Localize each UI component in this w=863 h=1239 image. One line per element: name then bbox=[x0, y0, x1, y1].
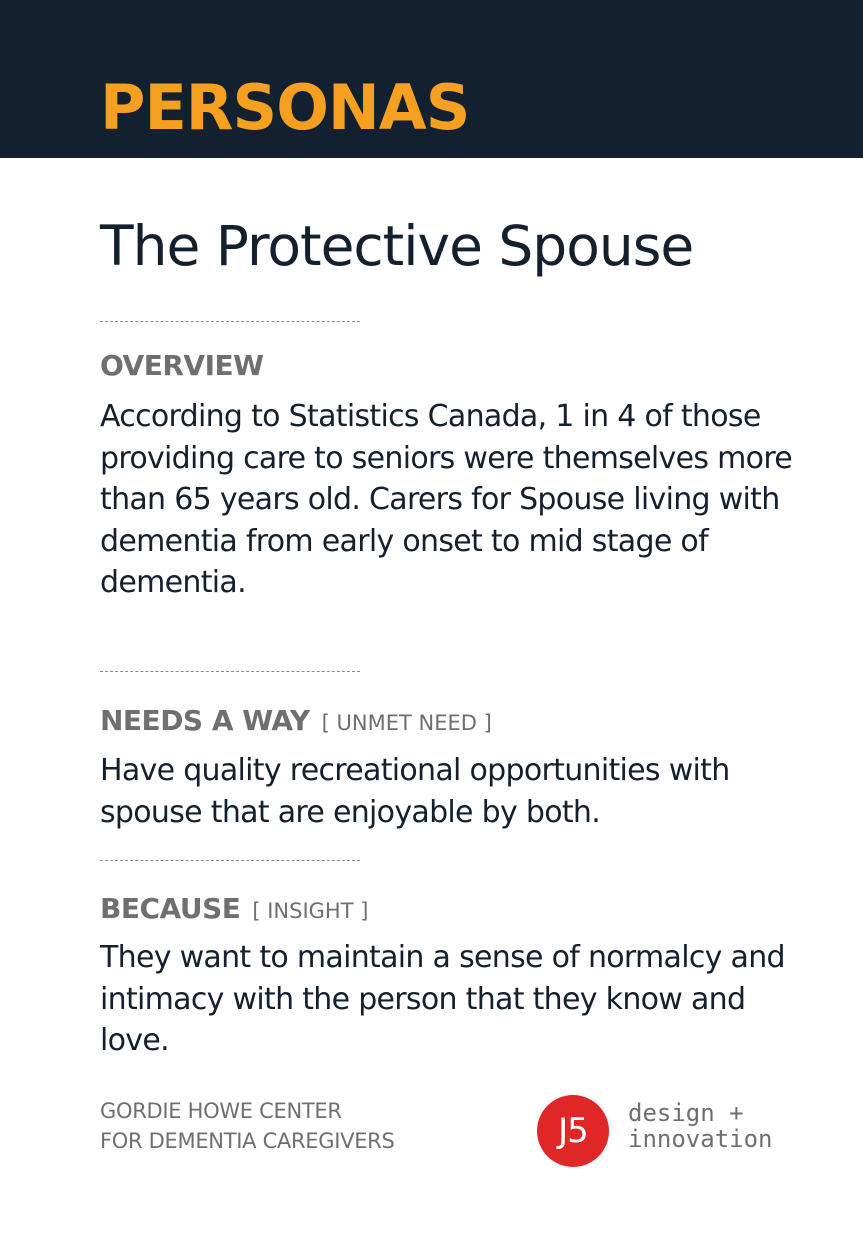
because-body: They want to maintain a sense of normalcy and intimacy with the person that they know and love. bbox=[100, 940, 785, 1058]
overview-body: According to Statistics Canada, 1 in 4 of those providing care to seniors were themselves more than 65 years old. Carers for Spouse living with dementia from early onset to mid stage of dementia. bbox=[100, 399, 793, 600]
needs-body: Have quality recreational opportunities with spouse that are enjoyable by both. bbox=[100, 753, 730, 830]
footer-org-line1: GORDIE HOWE CENTER bbox=[100, 1099, 342, 1123]
logo-wordmark bbox=[628, 1100, 773, 1152]
footer-org-line2: FOR DEMENTIA CAREGIVERS bbox=[100, 1129, 395, 1153]
overview-label bbox=[100, 348, 264, 384]
footer-org bbox=[100, 1096, 394, 1156]
needs-tag: [ UNMET NEED ] bbox=[321, 711, 492, 735]
logo-line2: innovation bbox=[628, 1125, 773, 1153]
header-band bbox=[0, 0, 863, 158]
divider-needs bbox=[100, 671, 360, 672]
divider-because bbox=[100, 860, 360, 861]
overview-label-text: OVERVIEW bbox=[100, 349, 264, 382]
j5-logo-badge: J5 bbox=[537, 1095, 609, 1167]
needs-label bbox=[100, 703, 492, 741]
persona-title: The Protective Spouse bbox=[100, 214, 694, 278]
because-label bbox=[100, 891, 368, 929]
because-tag: [ INSIGHT ] bbox=[252, 899, 369, 923]
divider-overview bbox=[100, 321, 360, 322]
because-label-text: BECAUSE bbox=[100, 892, 241, 925]
header-title: PERSONAS bbox=[100, 71, 470, 144]
logo-line1: design + bbox=[628, 1099, 744, 1127]
needs-label-text: NEEDS A WAY bbox=[100, 704, 310, 737]
